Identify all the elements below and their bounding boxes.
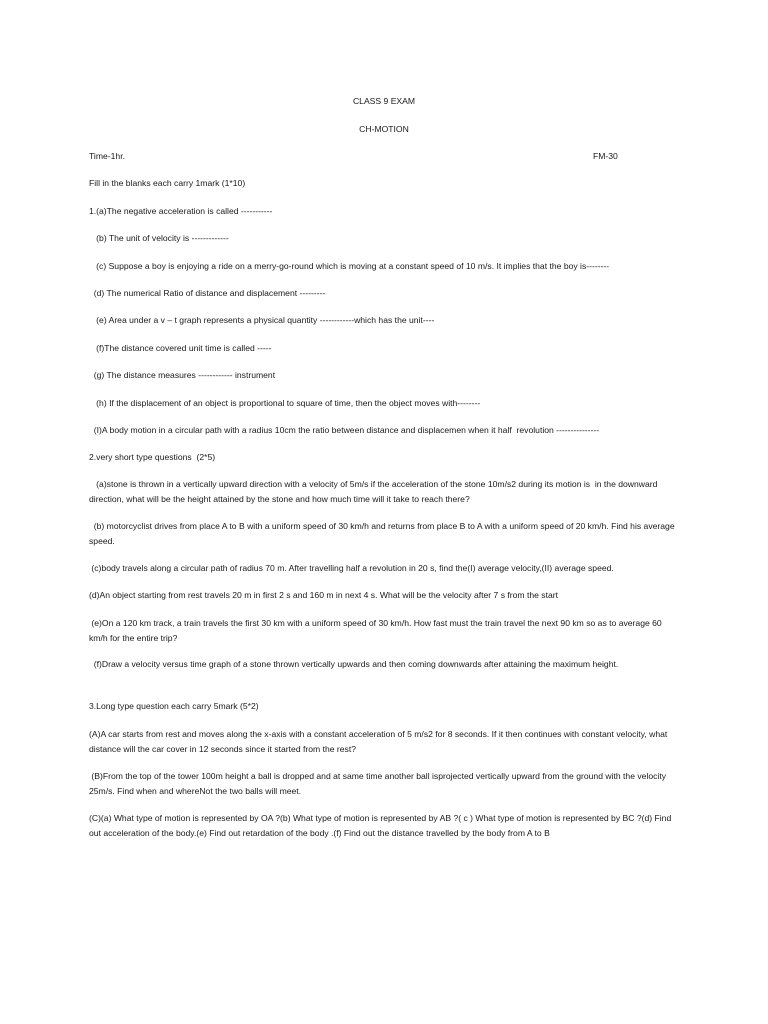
question-item: (b) motorcyclist drives from place A to B with a uniform speed of 30 km/h and returns from place B to A with a uniform speed of 20 km/h. Find his average speed. — [89, 521, 677, 546]
exam-title: CLASS 9 EXAM — [352, 96, 416, 106]
question-item: (h) If the displacement of an object is proportional to square of time, then the object moves with-------- — [89, 398, 481, 408]
question-item: (I)A body motion in a circular path with a radius 10cm the ratio between distance and displacemen when it half revolution --------------- — [89, 425, 600, 435]
question-item: (B)From the top of the tower 100m height a ball is dropped and at same time another ball isprojected vertically upward from the ground with the velocity 25m/s. Find when and whereNot the two balls will meet. — [89, 771, 669, 796]
section2-heading: 2.very short type questions (2*5) — [89, 452, 216, 462]
question-item: (d)An object starting from rest travels 20 m in first 2 s and 160 m in next 4 s. What will be the velocity after 7 s from the start — [89, 590, 559, 600]
question-item: (a)stone is thrown in a vertically upward direction with a velocity of 5m/s if the acceleration of the stone 10m/s2 during its motion is in the downward direction, what will be the height attained by the stone and how much time will it take to reach there? — [89, 479, 660, 504]
question-item: (b) The unit of velocity is ------------- — [89, 233, 229, 243]
question-item: (d) The numerical Ratio of distance and displacement --------- — [89, 288, 326, 298]
time-label: Time-1hr. — [89, 151, 125, 161]
question-item: (f)The distance covered unit time is called ----- — [89, 343, 272, 353]
question-item: (A)A car starts from rest and moves along the x-axis with a constant acceleration of 5 m/s2 for 8 seconds. If it then continues with constant velocity, what distance will the car cover in 12 seconds since it started from the rest? — [89, 729, 670, 754]
question-item: (f)Draw a velocity versus time graph of a stone thrown vertically upwards and then coming downwards after attaining the maximum height. — [89, 659, 619, 669]
section1-heading: Fill in the blanks each carry 1mark (1*10) — [89, 178, 246, 188]
full-marks-label: FM-30 — [593, 151, 618, 161]
question-item: (C)(a) What type of motion is represented by OA ?(b) What type of motion is represented by AB ?( c ) What type of motion is represented by BC ?(d) Find out acceleration of the body.(e) Find out retardation of the body .(f) Find out the distance travelled by the body from A to B — [89, 813, 674, 838]
chapter-title: CH-MOTION — [359, 124, 409, 134]
question-item: (c)body travels along a circular path of radius 70 m. After travelling half a revolution in 20 s, find the(I) average velocity,(II) average speed. — [89, 563, 614, 573]
question-item: (e) Area under a v – t graph represents a physical quantity ------------which has the unit---- — [89, 315, 435, 325]
section3-heading: 3.Long type question each carry 5mark (5*2) — [89, 701, 259, 711]
question-item: (c) Suppose a boy is enjoying a ride on a merry-go-round which is moving at a constant speed of 10 m/s. It implies that the boy is-------- — [89, 261, 610, 271]
question-item: 1.(a)The negative acceleration is called ----------- — [89, 206, 273, 216]
question-item: (e)On a 120 km track, a train travels the first 30 km with a uniform speed of 30 km/h. How fast must the train travel the next 90 km so as to average 60 km/h for the entire trip? — [89, 618, 665, 643]
question-item: (g) The distance measures ------------ instrument — [89, 370, 276, 380]
